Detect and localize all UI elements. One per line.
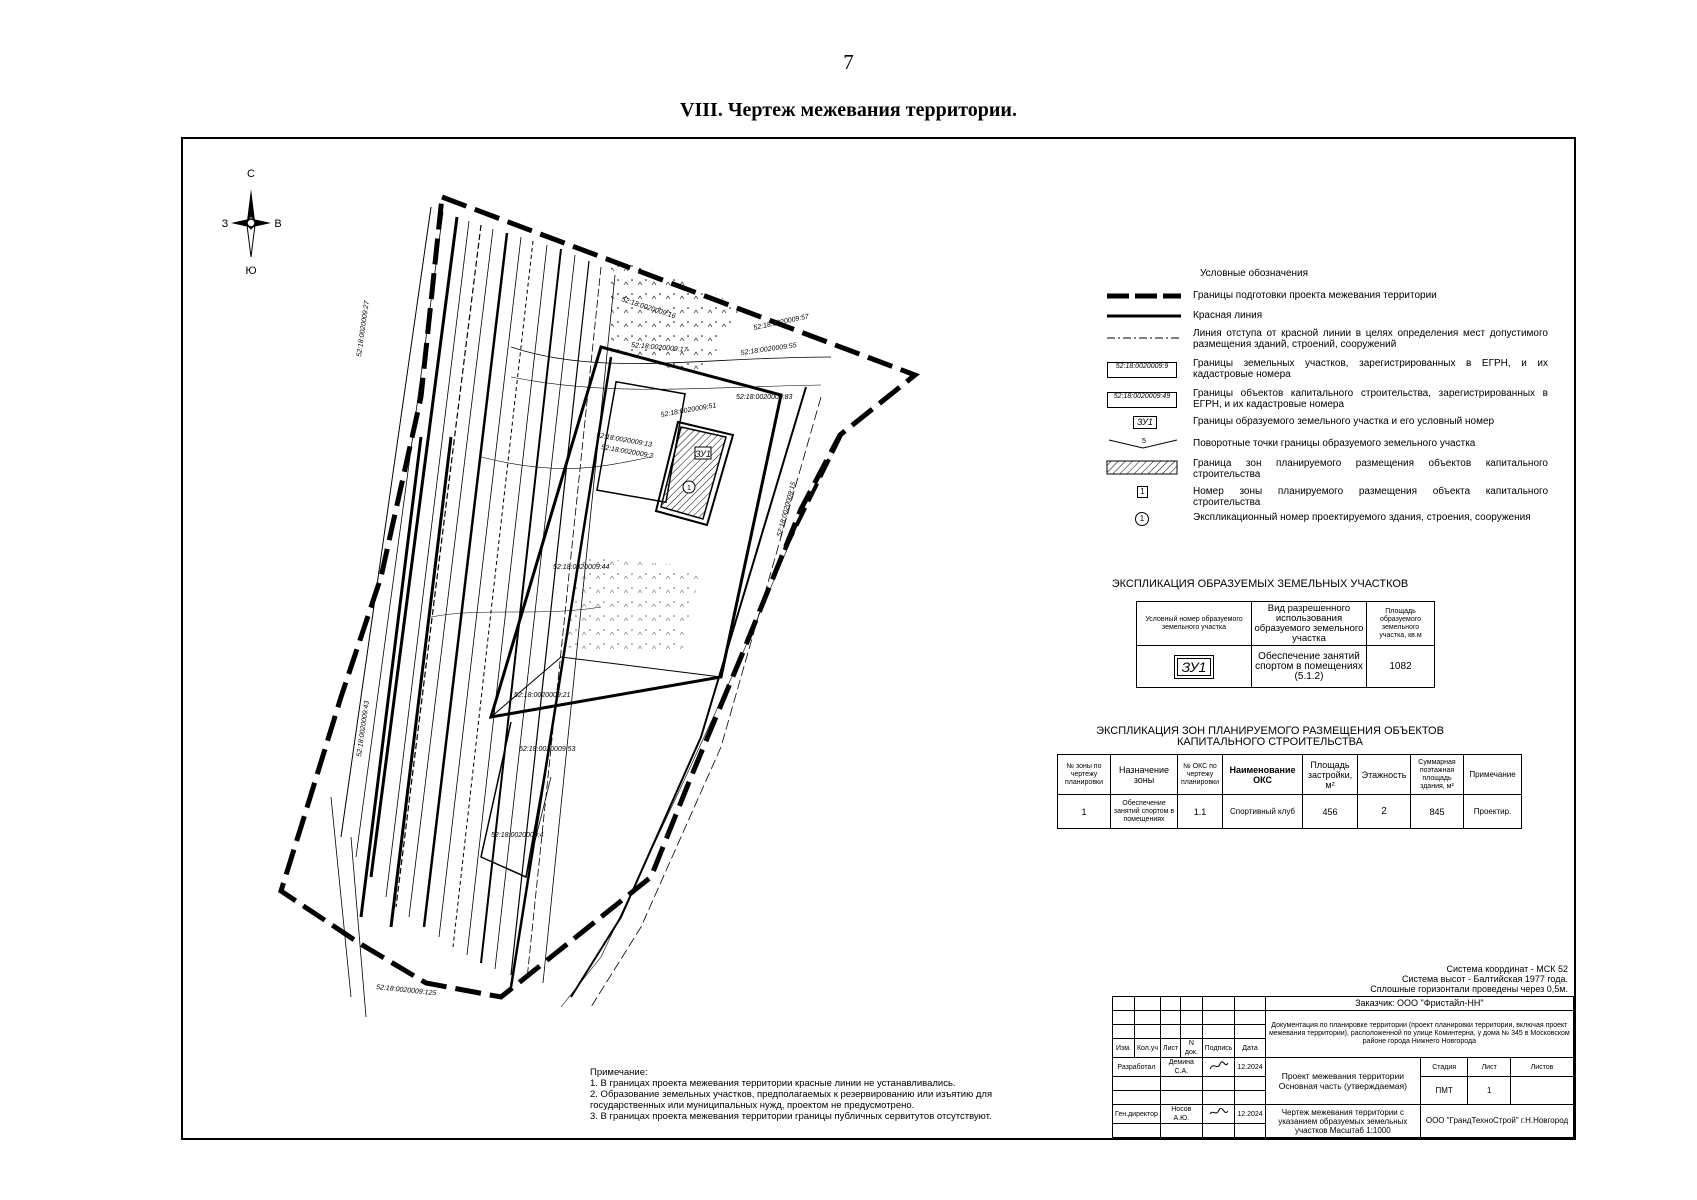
legend-item	[1105, 416, 1545, 430]
zu-label: ЗУ1	[1177, 658, 1212, 676]
parcel-zu1	[656, 422, 733, 525]
stamp-col-header: Кол.уч	[1134, 1039, 1160, 1058]
notes-title: Примечание:	[590, 1067, 648, 1078]
compass-s: Ю	[245, 265, 257, 277]
cad-label-10: 52:18:0020009:44	[553, 564, 610, 571]
cad-label-16: 52:18:0020009:125	[375, 984, 437, 998]
stamp-col-header: Подпись	[1202, 1039, 1235, 1058]
stamp-sheets	[1511, 1077, 1574, 1105]
legend-text: Линия отступа от красной линии в целях определения мест допустимого размещения зданий, строений, сооружений	[1193, 328, 1548, 350]
cad-label-3: 52:18:0020009:17	[630, 342, 688, 354]
legend-text: Граница зон планируемого размещения объектов капитального строительства	[1193, 458, 1548, 480]
page-number: 7	[843, 50, 854, 74]
stamp-stage: ПМТ	[1421, 1077, 1468, 1105]
legend-item	[1105, 310, 1545, 324]
explication2-header: Этажность	[1358, 755, 1411, 795]
vegetation-area-2	[561, 557, 701, 657]
legend-text: Границы объектов капитального строительства, зарегистрированных в ЕГРН, и их кадастровые номера	[1193, 388, 1548, 410]
dash-line-icon	[1105, 290, 1181, 304]
cad-label-6: 52:18:0020009:51	[660, 402, 717, 419]
explication2-cell: 1.1	[1178, 795, 1223, 829]
stamp-developer-date: 12.2024	[1235, 1058, 1265, 1077]
legend-text: Номер зоны планируемого размещения объекта капитального строительства	[1193, 486, 1548, 508]
note-line: 2. Образование земельных участков, предполагаемых к резервированию или изъятию для государственных или муниципальных нужд, проектом не предусмотрено.	[590, 1089, 993, 1111]
stamp-doc-title: Документация по планировке территории (проект планировки территории, включая проект межевания территории), расположенной по улице Коминтерна, у дома № 345 в Московском районе города Нижнего Новгорода	[1265, 1011, 1573, 1058]
explication2-header: Суммарная поэтажная площадь здания, м²	[1411, 755, 1464, 795]
stamp-project-part: Проект межевания территории Основная часть (утверждаемая)	[1265, 1058, 1420, 1105]
zu-map-label: ЗУ1	[695, 449, 711, 459]
height-system: Система высот - Балтийская 1977 года.	[1401, 974, 1568, 984]
notes-block	[590, 1067, 1050, 1122]
legend-text: Поворотные точки границы образуемого земельного участка	[1193, 438, 1476, 449]
contour-note: Сплошные горизонтали проведены через 0,5м.	[1370, 984, 1568, 994]
legend-item	[1105, 438, 1545, 452]
parcel-box-icon: 52:18:0020009:9	[1107, 362, 1177, 378]
explication1-cell-zu	[1137, 646, 1252, 688]
explication2-table	[1057, 754, 1522, 829]
page-heading: VIII. Чертеж межевания территории.	[680, 99, 1017, 121]
signature-icon	[1202, 1058, 1235, 1077]
legend-text: Границы земельных участков, зарегистрированных в ЕГРН, и их кадастровые номера	[1193, 358, 1548, 380]
title-block	[1112, 996, 1574, 1138]
legend-item	[1105, 358, 1548, 382]
legend-item	[1105, 290, 1545, 304]
explication1-title: ЭКСПЛИКАЦИЯ ОБРАЗУЕМЫХ ЗЕМЕЛЬНЫХ УЧАСТКОВ	[1111, 578, 1409, 590]
legend-item	[1105, 486, 1548, 510]
cad-label-11: 52:18:0020009:43	[356, 700, 371, 758]
circle-number-icon: 1	[1135, 512, 1149, 526]
legend-item	[1105, 512, 1545, 536]
cad-label-13: 52:18:0020009:53	[519, 746, 576, 753]
cad-label-12: 52:18:0020009:21	[514, 692, 571, 699]
stamp-developer-role: Разработал	[1113, 1058, 1161, 1077]
legend-title: Условные обозначения	[1200, 268, 1309, 279]
stamp-stage-header: Стадия	[1421, 1058, 1468, 1077]
explication1-cell: Обеспечение занятий спортом в помещениях (5.1.2)	[1252, 646, 1367, 688]
red-line-icon	[1105, 310, 1181, 324]
oks-box-icon: 52:18:0020009:49	[1107, 392, 1177, 408]
setback-line-icon	[1105, 332, 1181, 346]
note-line: 1. В границах проекта межевания территории красные линии не устанавливались.	[590, 1078, 956, 1089]
explication2-header: Назначение зоны	[1111, 755, 1178, 795]
explication2-cell: Обеспечение занятий спортом в помещениях	[1111, 795, 1178, 829]
cad-label-1: 52:18:0020009:16	[620, 296, 677, 321]
stamp-sheet-header: Лист	[1468, 1058, 1511, 1077]
zu-box-icon: ЗУ1	[1133, 416, 1157, 429]
legend-text: Границы образуемого земельного участка и его условный номер	[1193, 416, 1495, 427]
explication2-header: Площадь застройки, м²	[1303, 755, 1358, 795]
stamp-customer: Заказчик: ООО "Фристайл-НН"	[1265, 997, 1573, 1011]
signature-icon	[1202, 1105, 1235, 1124]
explication2-title: ЭКСПЛИКАЦИЯ ЗОН ПЛАНИРУЕМОГО РАЗМЕЩЕНИЯ ОБЪЕКТОВ КАПИТАЛЬНОГО СТРОИТЕЛЬСТВА	[1096, 725, 1444, 748]
stamp-director-name: Носов А.Ю.	[1160, 1105, 1202, 1124]
coord-system: Система координат - МСК 52	[1446, 964, 1568, 974]
stamp-company: ООО "ГрандТехноСтрой" г.Н.Новгород	[1421, 1105, 1574, 1138]
coordinate-note	[1250, 964, 1568, 994]
stamp-sheet: 1	[1468, 1077, 1511, 1105]
compass-rose	[222, 168, 282, 277]
legend-text: Экспликационный номер проектируемого здания, строения, сооружения	[1193, 512, 1531, 523]
explication2-cell: 2	[1358, 795, 1411, 829]
stamp-developer-name: Демина С.А.	[1160, 1058, 1202, 1077]
explication1-header: Условный номер образуемого земельного участка	[1137, 602, 1252, 646]
stamp-col-header: Изм.	[1113, 1039, 1135, 1058]
stamp-col-header: N док.	[1181, 1039, 1202, 1058]
explication2-cell: 845	[1411, 795, 1464, 829]
explication2-header: Примечание	[1464, 755, 1522, 795]
compass-w: З	[221, 218, 229, 230]
explication2-cell: 1	[1058, 795, 1111, 829]
vegetation-area	[611, 257, 741, 377]
stamp-director-role: Ген.директор	[1113, 1105, 1161, 1124]
legend-item	[1105, 388, 1548, 412]
cad-label-8: 52:18:0020009:3	[600, 444, 654, 461]
compass-n: С	[247, 168, 255, 180]
cad-label-2: 52:18:0020009:57	[752, 313, 810, 332]
stamp-sheets-header: Листов	[1511, 1058, 1574, 1077]
cad-label-15: 52:18:0020009:27	[356, 300, 371, 358]
cad-label-9: 52:18:0020009:15	[776, 481, 798, 538]
cad-label-4: 52:18:0020009:55	[740, 342, 798, 357]
turn-point-number: 5	[1142, 438, 1146, 445]
explication2-cell: Проектир.	[1464, 795, 1522, 829]
explication2-header: Наименование ОКС	[1223, 755, 1303, 795]
explication2-header: № ОКС по чертежу планировки	[1178, 755, 1223, 795]
stamp-col-header: Дата	[1235, 1039, 1265, 1058]
explication2-cell: Спортивный клуб	[1223, 795, 1303, 829]
explication1-table	[1136, 601, 1435, 688]
legend-item	[1105, 328, 1548, 352]
cad-label-14: 52:18:0020009:4	[491, 832, 544, 839]
stamp-director-date: 12.2024	[1235, 1105, 1265, 1124]
explication1-header: Площадь образуемого земельного участка, кв.м	[1367, 602, 1435, 646]
legend-text: Границы подготовки проекта межевания территории	[1193, 290, 1437, 301]
legend-item	[1105, 458, 1548, 482]
stamp-col-header: Лист	[1160, 1039, 1180, 1058]
compass-e: В	[274, 218, 282, 230]
cad-label-5: 52:18:0020009:83	[736, 394, 793, 401]
cad-label-7: 52:18:0020009:13	[595, 432, 653, 449]
stamp-drawing-title: Чертеж межевания территории с указанием образуемых земельных участков Масштаб 1:1000	[1265, 1105, 1420, 1138]
legend-text: Красная линия	[1193, 310, 1263, 321]
note-line: 3. В границах проекта межевания территории границы публичных сервитутов отсутствуют.	[590, 1111, 992, 1122]
explication2-header: № зоны по чертежу планировки	[1058, 755, 1111, 795]
explication2-cell: 456	[1303, 795, 1358, 829]
explication1-header: Вид разрешенного использования образуемого земельного участка	[1252, 602, 1367, 646]
hatch-zone-icon	[1105, 460, 1181, 476]
explication1-cell: 1082	[1367, 646, 1435, 688]
building-number-map: 1	[687, 485, 691, 492]
zone-number-icon: 1	[1137, 486, 1148, 498]
